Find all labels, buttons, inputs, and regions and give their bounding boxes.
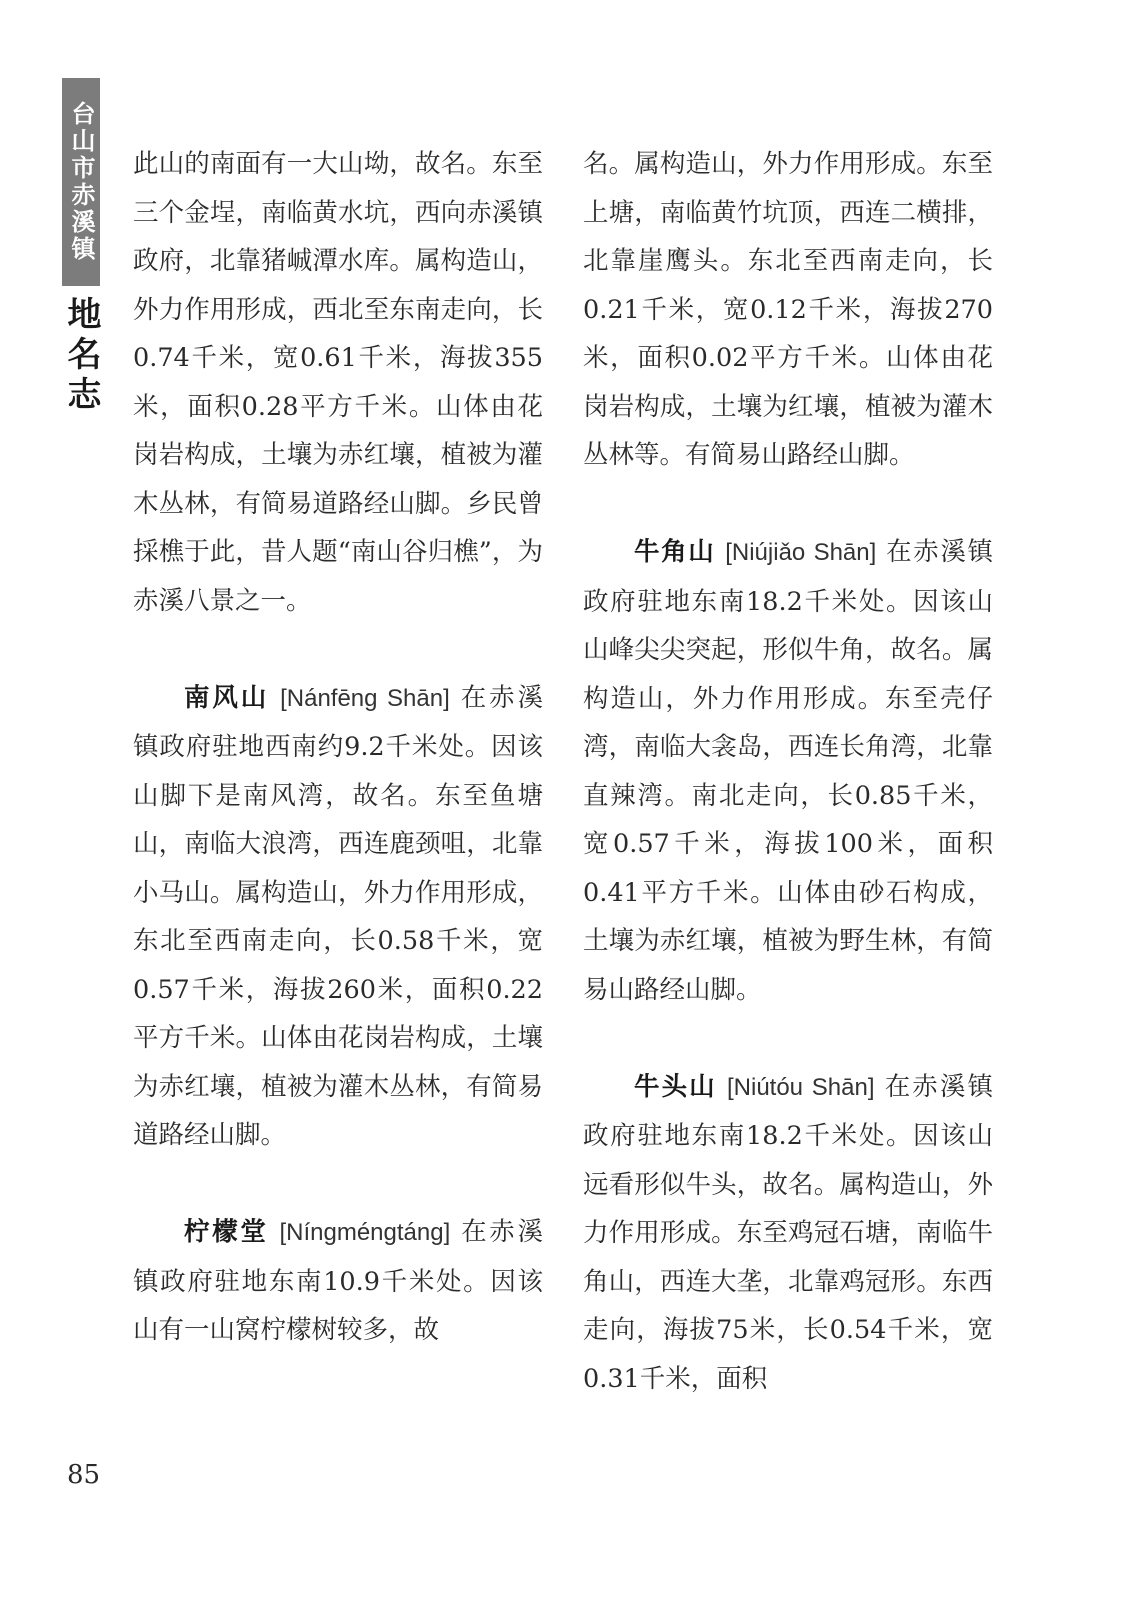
entry-niujiao-shan xyxy=(583,528,993,1014)
entry-headword: 牛角山 xyxy=(634,537,716,567)
entry-body: 在赤溪镇政府驻地东南10.9千米处。因该山有一山窝柠檬树较多，故 xyxy=(133,1217,543,1345)
entry-niutou-shan xyxy=(583,1063,993,1404)
entry-nanfeng-shan xyxy=(133,674,543,1160)
entry-headword: 牛头山 xyxy=(634,1071,717,1102)
entry-body: 在赤溪镇政府驻地东南18.2千米处。因该山远看形似牛头，故名。属构造山，外力作用形成。东至鸡冠石塘，南临牛角山，西连大垄，北靠鸡冠形。东西走向，海拔75米，长0.54千米，宽0.31千米，面积 xyxy=(583,1071,993,1394)
entry-ningmengtang xyxy=(133,1208,543,1355)
book-title: 地名志 xyxy=(61,296,101,416)
entry-pinyin: [Nánfēng Shān] xyxy=(280,684,450,712)
entry-headword: 柠檬堂 xyxy=(184,1217,269,1247)
entry-pinyin: [Níngméngtáng] xyxy=(279,1219,451,1246)
section-tab xyxy=(62,78,100,286)
left-column xyxy=(133,140,543,1355)
entry-body: 在赤溪镇政府驻地东南18.2千米处。因该山山峰尖尖突起，形似牛角，故名。属构造山，外力作用形成。东至壳仔湾，南临大衾岛，西连长角湾，北靠直辣湾。南北走向，长0.85千米，宽0.57千米，海拔100米，面积0.41平方千米。山体由砂石构成，土壤为赤红壤，植被为野生林，有简易山路经山脚。 xyxy=(583,537,994,1005)
entry-pinyin: [Niútóu Shān] xyxy=(726,1073,875,1101)
entry-body: 在赤溪镇政府驻地西南约9.2千米处。因该山脚下是南风湾，故名。东至鱼塘山，南临大浪湾，西连鹿颈咀，北靠小马山。属构造山，外力作用形成，东北至西南走向，长0.58千米，宽0.57千米，海拔260米，面积0.22平方千米。山体由花岗岩构成，土壤为赤红壤，植被为灌木丛林，有简易道路经山脚。 xyxy=(133,682,543,1150)
entry-pinyin: [Niújiǎo Shān] xyxy=(725,539,877,566)
entry-headword: 南风山 xyxy=(184,682,270,713)
section-title: 台山市赤溪镇 xyxy=(67,101,96,263)
right-column xyxy=(583,140,993,1403)
continued-paragraph: 名。属构造山，外力作用形成。东至上塘，南临黄竹坑顶，西连二横排，北靠崖鹰头。东北至西南走向，长0.21千米，宽0.12千米，海拔270米，面积0.02平方千米。山体由花岗岩构成，土壤为红壤，植被为灌木丛林等。有简易山路经山脚。 xyxy=(583,149,993,470)
continued-paragraph: 此山的南面有一大山坳，故名。东至三个金埕，南临黄水坑，西向赤溪镇政府，北靠猪峸潭水库。属构造山，外力作用形成，西北至东南走向，长0.74千米，宽0.61千米，海拔355米，面积0.28平方千米。山体由花岗岩构成，土壤为赤红壤，植被为灌木丛林，有简易道路经山脚。乡民曾採樵于此，昔人题“南山谷归樵”，为赤溪八景之一。 xyxy=(133,149,543,616)
page-number: 85 xyxy=(67,1460,101,1490)
